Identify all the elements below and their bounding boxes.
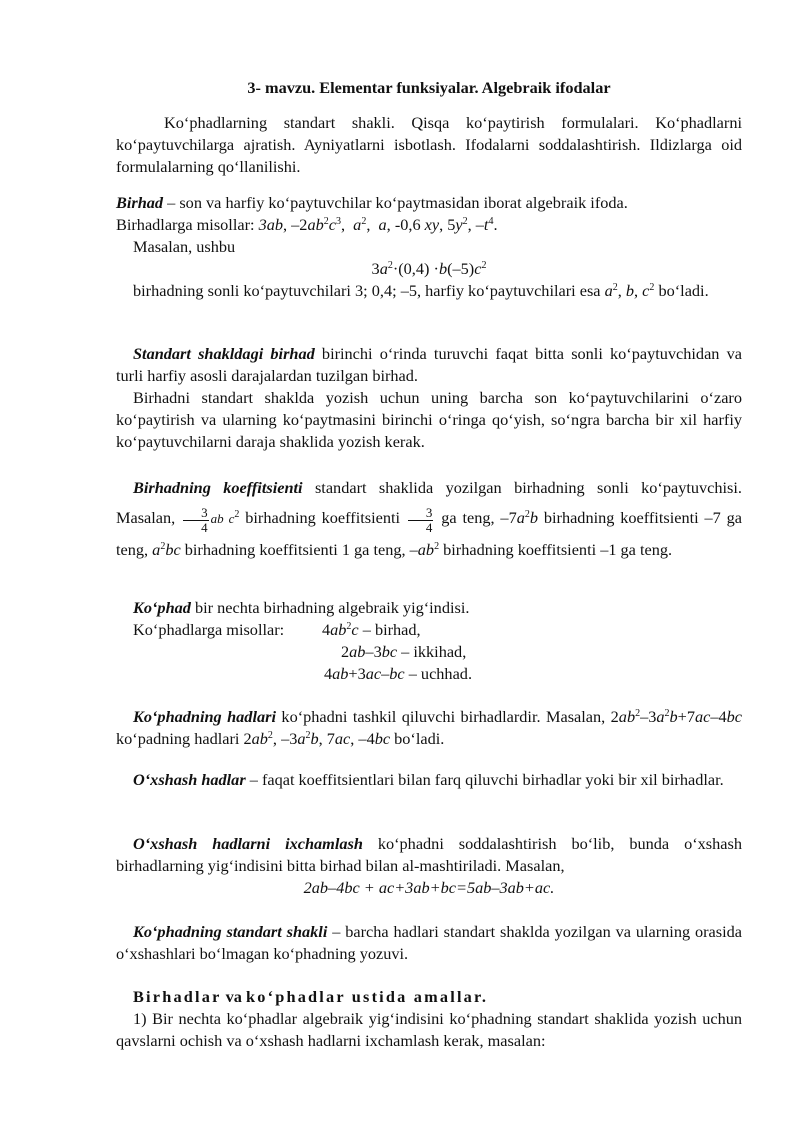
- oxshash-definition: [116, 769, 742, 791]
- amallar-heading-part-a: Birhadlar: [133, 987, 222, 1006]
- koef-text-2: ga teng, –7: [435, 508, 517, 527]
- ixcham-example: 2ab–4bc + ac+3ab+bc=5ab–3ab+ac.: [303, 878, 555, 897]
- birhad-definition: [116, 192, 742, 214]
- koef-def-text: standart shaklida yozilgan birhadning sonli ko‘paytuvchisi. Masalan,: [116, 478, 742, 527]
- birhad-section: [116, 192, 742, 302]
- hadlar-end-text: bo‘ladi.: [390, 729, 445, 748]
- standart-term: Standart shakldagi birhad: [133, 344, 315, 363]
- kophad-example-2: 2ab–3bc – ikkihad,: [341, 642, 467, 661]
- ixcham-definition: [116, 833, 742, 877]
- kophad-ex1-note: – birhad,: [362, 620, 421, 639]
- amallar-heading-mid: va: [221, 987, 246, 1006]
- oxshash-def-text: – faqat koeffitsientlari bilan farq qiluvchi birhadlar yoki bir xil birhadlar.: [245, 770, 724, 789]
- birhad-term: Birhad: [116, 193, 164, 212]
- standart-section: [116, 343, 742, 453]
- koef-definition: Birhadning koeffitsienti standart shaklida yozilgan birhadning sonli ko‘paytuvchisi. Masalan, $\frac{3}{4}$ ab $c^2$ birhadning koeffitsienti $\frac{3}{4}$ ga teng, $-7a^2b$ birhadning koeffitsienti –7 ga teng, $a^2bc$ birhadning koeffitsienti 1 ga teng, $-ab^2$ birhadning koeffitsienti –1 ga teng.: [116, 478, 742, 559]
- birhad-masalan: Masalan, ushbu: [133, 237, 236, 256]
- amallar-heading: [116, 986, 742, 1008]
- hadlar-term: Ko‘phadning hadlari: [133, 707, 276, 726]
- kophad-section: [116, 597, 742, 641]
- amallar-heading-part-b: ko‘phadlar ustida amallar.: [245, 987, 489, 1006]
- hadlar-mid-text: ko‘padning hadlari 2: [116, 729, 252, 748]
- koef-section: [116, 473, 742, 565]
- kstandart-definition: [116, 921, 742, 965]
- hadlar-section: [116, 706, 742, 750]
- ixcham-section: [116, 833, 742, 899]
- oxshash-term: O‘xshash hadlar: [133, 770, 246, 789]
- koef-text-4: birhadning koeffitsienti 1 ga teng, –: [180, 540, 418, 559]
- kstandart-def-text: – barcha hadlari standart shaklda yozilgan va ularning orasida o‘xshashlari bo‘lmagan ko‘phadning yozuvi.: [116, 922, 742, 963]
- koef-text-3: birhadning koeffitsienti –7 ga teng,: [116, 508, 742, 559]
- koef-term: Birhadning koeffitsienti: [133, 478, 303, 497]
- kophad-ex2-note: – ikkihad,: [401, 642, 467, 661]
- fraction-numerator: 3: [183, 506, 209, 521]
- amallar-item-1: 1) Bir nechta ko‘phadlar algebraik yig‘indisini ko‘phadning standart shaklida yozish uchun qavslarni ochish va o‘xshash hadlarni ixchamlash kerak, masalan:: [116, 1009, 742, 1050]
- fraction-denominator: 4: [425, 520, 433, 535]
- kophad-examples-text: Ko‘phadlarga misollar:: [133, 620, 285, 639]
- fraction-numerator: 3: [408, 506, 434, 521]
- ixcham-def-text: ko‘phadni soddalashtirish bo‘lib, bunda o‘xshash birhadlarning yig‘indisini bitta birhad bilan al-mashtiriladi. Masalan,: [116, 834, 742, 875]
- kophad-def-text: bir nechta birhadning algebraik yig‘indisi.: [190, 598, 470, 617]
- kstandart-section: [116, 921, 742, 965]
- birhad-examples-label: Birhadlarga misollar:: [116, 215, 259, 234]
- kophad-examples-label: [116, 619, 742, 641]
- kophad-term: Ko‘phad: [133, 598, 191, 617]
- birhad-conclusion: birhadning sonli ko‘paytuvchilari 3; 0,4; –5, harfiy ko‘paytuvchilari esa $a^2$, b, $c^2$ bo‘ladi.: [133, 281, 709, 300]
- koef-text-5: birhadning koeffitsienti –1 ga teng.: [439, 540, 673, 559]
- oxshash-section: [116, 769, 742, 791]
- birhad-formula: $3a^2\cdot(0,4) \cdot b(-5)c^2$: [371, 259, 487, 278]
- standart-def-text: birinchi o‘rinda turuvchi faqat bitta sonli ko‘paytuvchidan va turli harfiy asosli darajalardan tuzilgan birhad.: [116, 344, 742, 385]
- birhad-conclusion-end: bo‘ladi.: [658, 281, 709, 300]
- kophad-example-3: 4ab+3ac–bc – uchhad.: [324, 664, 473, 683]
- ixcham-term: O‘xshash hadlarni ixchamlash: [133, 834, 363, 853]
- hadlar-definition: Ko‘phadning hadlari ko‘phadni tashkil qiluvchi birhadlardir. Masalan, $2ab^2-3a^2b+7ac-4bc$ ko‘padning hadlari $2ab^2$, $-3a^2b$, 7ac, –4bc bo‘ladi.: [116, 707, 742, 748]
- page-title: 3- mavzu. Elementar funksiyalar. Algebraik ifodalar: [247, 78, 611, 97]
- birhad-def-text: – son va harfiy ko‘paytuvchilar ko‘paytmasidan iborat algebraik ifoda.: [163, 193, 628, 212]
- fraction-denominator: 4: [201, 520, 208, 535]
- intro-paragraph: Ko‘phadlarning standart shakli. Qisqa ko‘paytirish formulalari. Ko‘phadlarni ko‘paytuvchilarga ajratish. Ayniyatlarni isbotlash. Ifodalarni soddalashtirish. Ildizlarga oid formulalarning qo‘llanilishi.: [116, 113, 742, 176]
- standart-rule: Birhadni standart shaklda yozish uchun uning barcha son ko‘paytuvchilarini o‘zaro ko‘paytirish va ularning ko‘paytmasini birinchi o‘ringa qo‘yish, so‘ngra barcha bir xil harfiy ko‘paytuvchilarni daraja shaklida yozish kerak.: [116, 388, 742, 451]
- kstandart-term: Ko‘phadning standart shakli: [133, 922, 328, 941]
- fraction-3-4: [183, 506, 209, 535]
- koef-text-1: birhadning koeffitsienti: [239, 508, 406, 527]
- birhad-conclusion-text: birhadning sonli ko‘paytuvchilari 3; 0,4; –5, harfiy ko‘paytuvchilari esa: [133, 281, 605, 300]
- birhad-examples: Birhadlarga misollar: 3ab, $-2ab^2c^3$, $a^2$, a, -0,6 xy, $5y^2$, $-t^4$.: [116, 215, 498, 234]
- kophad-definition: [116, 597, 742, 619]
- kophad-ex3-note: – uchhad.: [408, 664, 473, 683]
- fraction-3-4-b: [408, 506, 434, 535]
- amallar-section: [116, 986, 742, 1052]
- hadlar-def-text: ko‘phadni tashkil qiluvchi birhadlardir. Masalan, 2: [275, 707, 619, 726]
- kophad-example-1: $4ab^2c$ – birhad,: [322, 620, 421, 639]
- standart-definition: [116, 343, 742, 387]
